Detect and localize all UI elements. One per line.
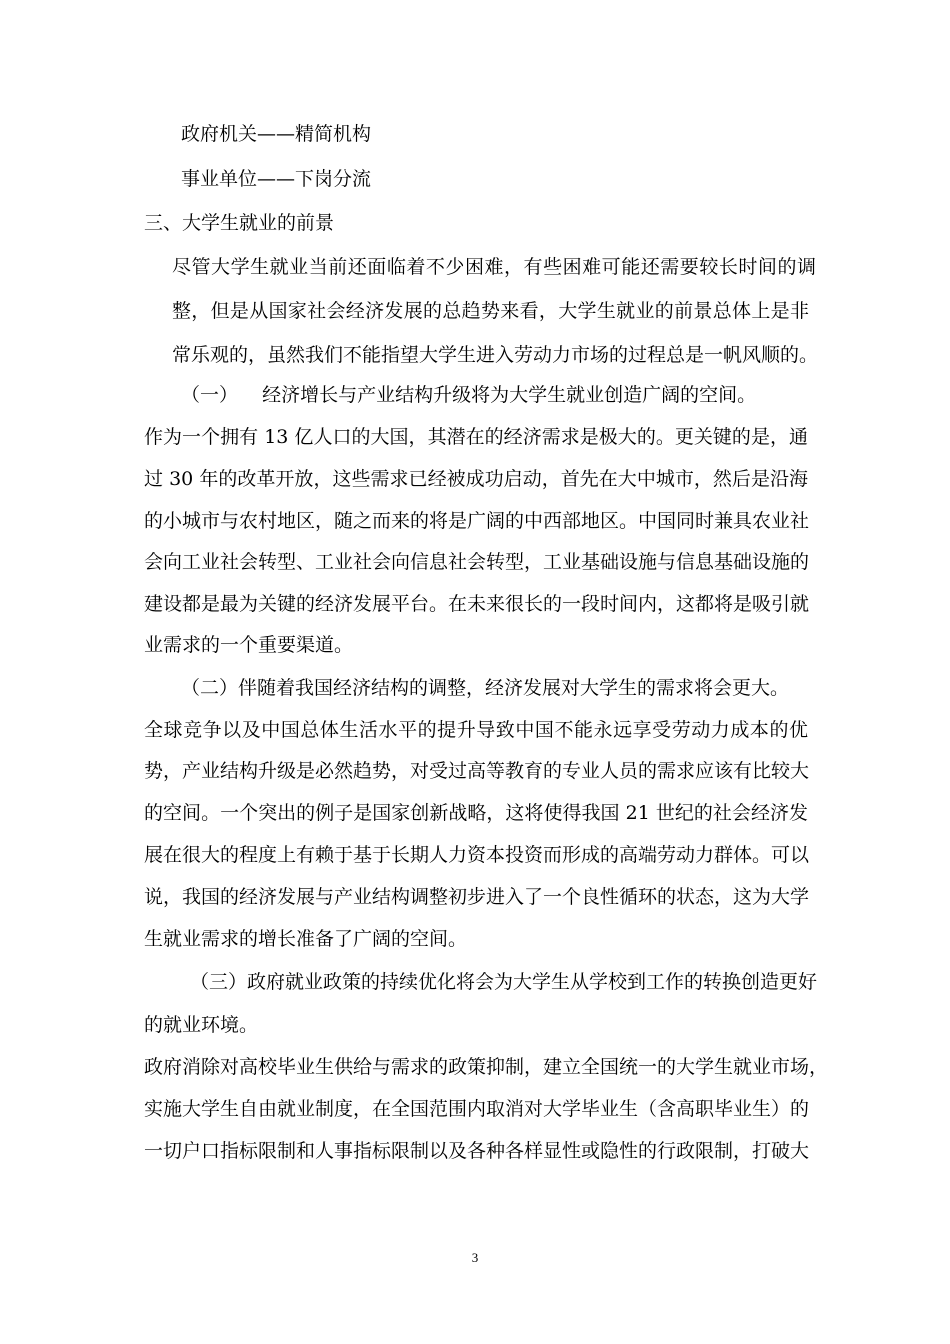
page-number: 3: [471, 1250, 479, 1265]
text-line: 势，产业结构升级是必然趋势，对受过高等教育的专业人员的需求应该有比较大: [144, 760, 810, 782]
subsection-heading: （二）伴随着我国经济结构的调整，经济发展对大学生的需求将会更大。: [181, 677, 790, 699]
text-line: 建设都是最为关键的经济发展平台。在未来很长的一段时间内，这都将是吸引就: [144, 593, 810, 615]
text-line: 整，但是从国家社会经济发展的总趋势来看，大学生就业的前景总体上是非: [172, 300, 809, 322]
text-line: 会向工业社会转型、工业社会向信息社会转型，工业基础设施与信息基础设施的: [144, 551, 810, 573]
text-line: 常乐观的，虽然我们不能指望大学生进入劳动力市场的过程总是一帆风顺的。: [172, 344, 819, 366]
text-line: 一切户口指标限制和人事指标限制以及各种各样显性或隐性的行政限制，打破大: [144, 1140, 810, 1162]
text-line: 说，我国的经济发展与产业结构调整初步进入了一个良性循环的状态，这为大学: [144, 886, 810, 908]
text-line: 事业单位——下岗分流: [181, 168, 372, 190]
section-heading: 三、大学生就业的前景: [144, 212, 335, 234]
subsection-heading-cont: 的就业环境。: [144, 1014, 259, 1036]
text-line: 展在很大的程度上有赖于基于长期人力资本投资而形成的高端劳动力群体。可以: [144, 844, 810, 866]
text-line: 过 30 年的改革开放，这些需求已经被成功启动，首先在大中城市，然后是沿海: [144, 468, 808, 490]
text-line: 政府消除对高校毕业生供给与需求的政策抑制，建立全国统一的大学生就业市场，: [144, 1056, 829, 1078]
text-line: 尽管大学生就业当前还面临着不少困难，有些困难可能还需要较长时间的调: [172, 256, 816, 278]
text-line: 生就业需求的增长准备了广阔的空间。: [144, 928, 468, 950]
text-line: 的空间。一个突出的例子是国家创新战略，这将使得我国 21 世纪的社会经济发: [144, 802, 808, 824]
text-line: 业需求的一个重要渠道。: [144, 634, 354, 656]
text-line: 实施大学生自由就业制度，在全国范围内取消对大学毕业生（含高职毕业生）的: [144, 1098, 810, 1120]
text-line: 的小城市与农村地区，随之而来的将是广阔的中西部地区。中国同时兼具农业社: [144, 510, 810, 532]
text-line: 作为一个拥有 13 亿人口的大国，其潜在的经济需求是极大的。更关键的是，通: [144, 426, 808, 448]
text-line: 政府机关——精简机构: [181, 123, 372, 145]
subsection-heading: （一） 经济增长与产业结构升级将为大学生就业创造广阔的空间。: [181, 384, 757, 406]
subsection-heading: （三）政府就业政策的持续优化将会为大学生从学校到工作的转换创造更好: [190, 971, 818, 993]
text-line: 全球竞争以及中国总体生活水平的提升导致中国不能永远享受劳动力成本的优: [144, 719, 808, 741]
